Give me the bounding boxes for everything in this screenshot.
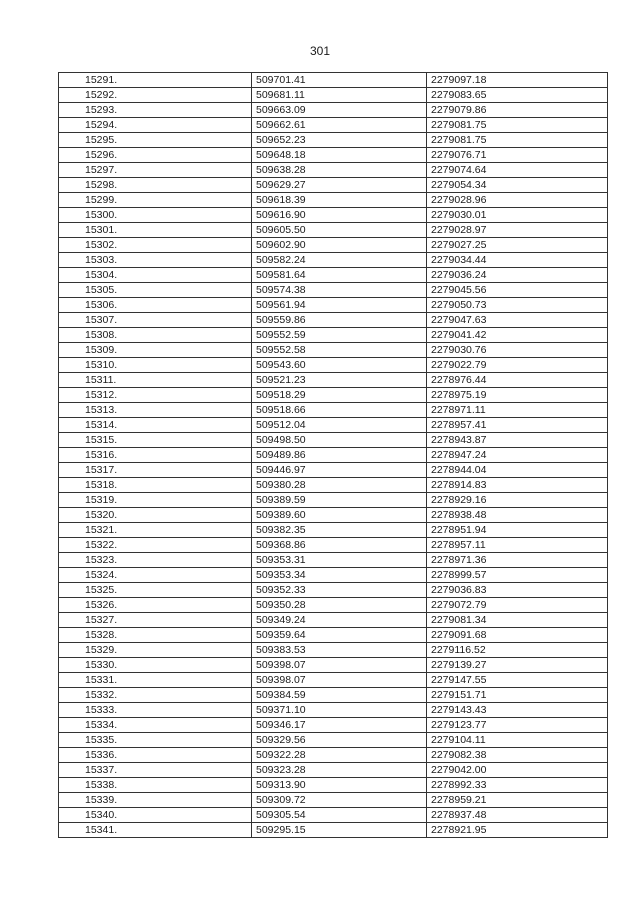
point-number-cell: 15332.: [59, 688, 252, 703]
point-number-cell: 15305.: [59, 283, 252, 298]
table-row: [59, 433, 608, 448]
point-number-cell: 15296.: [59, 148, 252, 163]
point-number-cell: 15318.: [59, 478, 252, 493]
table-row: [59, 658, 608, 673]
table-row: [59, 403, 608, 418]
y-coordinate-cell: 2279027.25: [427, 238, 608, 253]
table-row: [59, 553, 608, 568]
y-coordinate-cell: 2279116.52: [427, 643, 608, 658]
point-number-cell: 15328.: [59, 628, 252, 643]
table-row: [59, 328, 608, 343]
x-coordinate-cell: 509368.86: [252, 538, 427, 553]
point-number-cell: 15321.: [59, 523, 252, 538]
x-coordinate-cell: 509313.90: [252, 778, 427, 793]
point-number-cell: 15316.: [59, 448, 252, 463]
table-row: [59, 88, 608, 103]
y-coordinate-cell: 2278944.04: [427, 463, 608, 478]
table-row: [59, 538, 608, 553]
x-coordinate-cell: 509353.34: [252, 568, 427, 583]
point-number-cell: 15294.: [59, 118, 252, 133]
point-number-cell: 15291.: [59, 73, 252, 88]
x-coordinate-cell: 509652.23: [252, 133, 427, 148]
x-coordinate-cell: 509295.15: [252, 823, 427, 838]
x-coordinate-cell: 509398.07: [252, 658, 427, 673]
y-coordinate-cell: 2278999.57: [427, 568, 608, 583]
x-coordinate-cell: 509521.23: [252, 373, 427, 388]
table-row: [59, 313, 608, 328]
y-coordinate-cell: 2278971.36: [427, 553, 608, 568]
point-number-cell: 15319.: [59, 493, 252, 508]
page-number: 301: [309, 44, 331, 58]
y-coordinate-cell: 2279042.00: [427, 763, 608, 778]
x-coordinate-cell: 509663.09: [252, 103, 427, 118]
table-row: [59, 763, 608, 778]
x-coordinate-cell: 509602.90: [252, 238, 427, 253]
point-number-cell: 15309.: [59, 343, 252, 358]
x-coordinate-cell: 509352.33: [252, 583, 427, 598]
y-coordinate-cell: 2279079.86: [427, 103, 608, 118]
x-coordinate-cell: 509605.50: [252, 223, 427, 238]
x-coordinate-cell: 509681.11: [252, 88, 427, 103]
y-coordinate-cell: 2278943.87: [427, 433, 608, 448]
y-coordinate-cell: 2278938.48: [427, 508, 608, 523]
point-number-cell: 15322.: [59, 538, 252, 553]
point-number-cell: 15304.: [59, 268, 252, 283]
y-coordinate-cell: 2279091.68: [427, 628, 608, 643]
point-number-cell: 15295.: [59, 133, 252, 148]
table-row: [59, 418, 608, 433]
x-coordinate-cell: 509581.64: [252, 268, 427, 283]
table-row: [59, 253, 608, 268]
x-coordinate-cell: 509518.66: [252, 403, 427, 418]
table-row: [59, 298, 608, 313]
table-row: [59, 493, 608, 508]
y-coordinate-cell: 2279104.11: [427, 733, 608, 748]
point-number-cell: 15314.: [59, 418, 252, 433]
point-number-cell: 15336.: [59, 748, 252, 763]
table-row: [59, 358, 608, 373]
y-coordinate-cell: 2279022.79: [427, 358, 608, 373]
point-number-cell: 15329.: [59, 643, 252, 658]
x-coordinate-cell: 509552.58: [252, 343, 427, 358]
point-number-cell: 15337.: [59, 763, 252, 778]
point-number-cell: 15297.: [59, 163, 252, 178]
table-row: [59, 223, 608, 238]
y-coordinate-cell: 2279028.96: [427, 193, 608, 208]
y-coordinate-cell: 2278937.48: [427, 808, 608, 823]
coordinates-table-body: [59, 73, 608, 838]
point-number-cell: 15298.: [59, 178, 252, 193]
y-coordinate-cell: 2279028.97: [427, 223, 608, 238]
x-coordinate-cell: 509618.39: [252, 193, 427, 208]
y-coordinate-cell: 2278959.21: [427, 793, 608, 808]
x-coordinate-cell: 509383.53: [252, 643, 427, 658]
y-coordinate-cell: 2279054.34: [427, 178, 608, 193]
y-coordinate-cell: 2279083.65: [427, 88, 608, 103]
table-row: [59, 373, 608, 388]
y-coordinate-cell: 2278947.24: [427, 448, 608, 463]
point-number-cell: 15310.: [59, 358, 252, 373]
x-coordinate-cell: 509323.28: [252, 763, 427, 778]
x-coordinate-cell: 509489.86: [252, 448, 427, 463]
x-coordinate-cell: 509398.07: [252, 673, 427, 688]
point-number-cell: 15292.: [59, 88, 252, 103]
y-coordinate-cell: 2279147.55: [427, 673, 608, 688]
point-number-cell: 15313.: [59, 403, 252, 418]
x-coordinate-cell: 509371.10: [252, 703, 427, 718]
y-coordinate-cell: 2278992.33: [427, 778, 608, 793]
table-row: [59, 673, 608, 688]
x-coordinate-cell: 509616.90: [252, 208, 427, 223]
table-row: [59, 643, 608, 658]
table-row: [59, 568, 608, 583]
table-row: [59, 208, 608, 223]
point-number-cell: 15340.: [59, 808, 252, 823]
point-number-cell: 15331.: [59, 673, 252, 688]
point-number-cell: 15323.: [59, 553, 252, 568]
x-coordinate-cell: 509582.24: [252, 253, 427, 268]
x-coordinate-cell: 509574.38: [252, 283, 427, 298]
table-row: [59, 478, 608, 493]
point-number-cell: 15317.: [59, 463, 252, 478]
table-row: [59, 148, 608, 163]
table-row: [59, 688, 608, 703]
y-coordinate-cell: 2279050.73: [427, 298, 608, 313]
y-coordinate-cell: 2279041.42: [427, 328, 608, 343]
x-coordinate-cell: 509629.27: [252, 178, 427, 193]
point-number-cell: 15303.: [59, 253, 252, 268]
table-row: [59, 613, 608, 628]
y-coordinate-cell: 2279036.24: [427, 268, 608, 283]
y-coordinate-cell: 2278957.11: [427, 538, 608, 553]
y-coordinate-cell: 2278976.44: [427, 373, 608, 388]
x-coordinate-cell: 509389.59: [252, 493, 427, 508]
y-coordinate-cell: 2279081.75: [427, 133, 608, 148]
point-number-cell: 15327.: [59, 613, 252, 628]
point-number-cell: 15324.: [59, 568, 252, 583]
x-coordinate-cell: 509638.28: [252, 163, 427, 178]
table-row: [59, 583, 608, 598]
coordinates-table: [58, 72, 608, 838]
table-row: [59, 778, 608, 793]
y-coordinate-cell: 2278914.83: [427, 478, 608, 493]
table-row: [59, 73, 608, 88]
point-number-cell: 15341.: [59, 823, 252, 838]
x-coordinate-cell: 509305.54: [252, 808, 427, 823]
x-coordinate-cell: 509543.60: [252, 358, 427, 373]
y-coordinate-cell: 2278951.94: [427, 523, 608, 538]
x-coordinate-cell: 509559.86: [252, 313, 427, 328]
table-row: [59, 793, 608, 808]
point-number-cell: 15339.: [59, 793, 252, 808]
x-coordinate-cell: 509350.28: [252, 598, 427, 613]
point-number-cell: 15330.: [59, 658, 252, 673]
point-number-cell: 15320.: [59, 508, 252, 523]
x-coordinate-cell: 509662.61: [252, 118, 427, 133]
point-number-cell: 15306.: [59, 298, 252, 313]
y-coordinate-cell: 2278975.19: [427, 388, 608, 403]
x-coordinate-cell: 509309.72: [252, 793, 427, 808]
x-coordinate-cell: 509382.35: [252, 523, 427, 538]
table-row: [59, 388, 608, 403]
y-coordinate-cell: 2279047.63: [427, 313, 608, 328]
y-coordinate-cell: 2279045.56: [427, 283, 608, 298]
table-row: [59, 178, 608, 193]
x-coordinate-cell: 509512.04: [252, 418, 427, 433]
x-coordinate-cell: 509701.41: [252, 73, 427, 88]
y-coordinate-cell: 2279082.38: [427, 748, 608, 763]
point-number-cell: 15311.: [59, 373, 252, 388]
y-coordinate-cell: 2279034.44: [427, 253, 608, 268]
table-row: [59, 118, 608, 133]
y-coordinate-cell: 2279081.34: [427, 613, 608, 628]
x-coordinate-cell: 509329.56: [252, 733, 427, 748]
point-number-cell: 15293.: [59, 103, 252, 118]
point-number-cell: 15334.: [59, 718, 252, 733]
table-row: [59, 628, 608, 643]
table-row: [59, 283, 608, 298]
table-row: [59, 598, 608, 613]
table-row: [59, 163, 608, 178]
y-coordinate-cell: 2279151.71: [427, 688, 608, 703]
point-number-cell: 15307.: [59, 313, 252, 328]
table-row: [59, 268, 608, 283]
table-row: [59, 103, 608, 118]
x-coordinate-cell: 509322.28: [252, 748, 427, 763]
table-row: [59, 133, 608, 148]
point-number-cell: 15301.: [59, 223, 252, 238]
y-coordinate-cell: 2279036.83: [427, 583, 608, 598]
y-coordinate-cell: 2278921.95: [427, 823, 608, 838]
y-coordinate-cell: 2279143.43: [427, 703, 608, 718]
y-coordinate-cell: 2279123.77: [427, 718, 608, 733]
y-coordinate-cell: 2279072.79: [427, 598, 608, 613]
point-number-cell: 15299.: [59, 193, 252, 208]
y-coordinate-cell: 2278971.11: [427, 403, 608, 418]
x-coordinate-cell: 509446.97: [252, 463, 427, 478]
y-coordinate-cell: 2279081.75: [427, 118, 608, 133]
point-number-cell: 15333.: [59, 703, 252, 718]
point-number-cell: 15308.: [59, 328, 252, 343]
x-coordinate-cell: 509346.17: [252, 718, 427, 733]
point-number-cell: 15312.: [59, 388, 252, 403]
point-number-cell: 15326.: [59, 598, 252, 613]
point-number-cell: 15335.: [59, 733, 252, 748]
table-row: [59, 463, 608, 478]
table-row: [59, 193, 608, 208]
y-coordinate-cell: 2278957.41: [427, 418, 608, 433]
table-row: [59, 823, 608, 838]
y-coordinate-cell: 2279139.27: [427, 658, 608, 673]
y-coordinate-cell: 2278929.16: [427, 493, 608, 508]
x-coordinate-cell: 509359.64: [252, 628, 427, 643]
table-row: [59, 238, 608, 253]
x-coordinate-cell: 509552.59: [252, 328, 427, 343]
point-number-cell: 15315.: [59, 433, 252, 448]
point-number-cell: 15338.: [59, 778, 252, 793]
table-row: [59, 748, 608, 763]
table-row: [59, 703, 608, 718]
y-coordinate-cell: 2279030.01: [427, 208, 608, 223]
table-row: [59, 343, 608, 358]
x-coordinate-cell: 509648.18: [252, 148, 427, 163]
x-coordinate-cell: 509498.50: [252, 433, 427, 448]
x-coordinate-cell: 509389.60: [252, 508, 427, 523]
x-coordinate-cell: 509518.29: [252, 388, 427, 403]
table-row: [59, 523, 608, 538]
table-row: [59, 733, 608, 748]
y-coordinate-cell: 2279076.71: [427, 148, 608, 163]
x-coordinate-cell: 509384.59: [252, 688, 427, 703]
x-coordinate-cell: 509561.94: [252, 298, 427, 313]
table-row: [59, 448, 608, 463]
x-coordinate-cell: 509349.24: [252, 613, 427, 628]
point-number-cell: 15300.: [59, 208, 252, 223]
y-coordinate-cell: 2279097.18: [427, 73, 608, 88]
y-coordinate-cell: 2279030.76: [427, 343, 608, 358]
x-coordinate-cell: 509380.28: [252, 478, 427, 493]
table-row: [59, 718, 608, 733]
table-row: [59, 508, 608, 523]
y-coordinate-cell: 2279074.64: [427, 163, 608, 178]
point-number-cell: 15325.: [59, 583, 252, 598]
point-number-cell: 15302.: [59, 238, 252, 253]
x-coordinate-cell: 509353.31: [252, 553, 427, 568]
table-row: [59, 808, 608, 823]
